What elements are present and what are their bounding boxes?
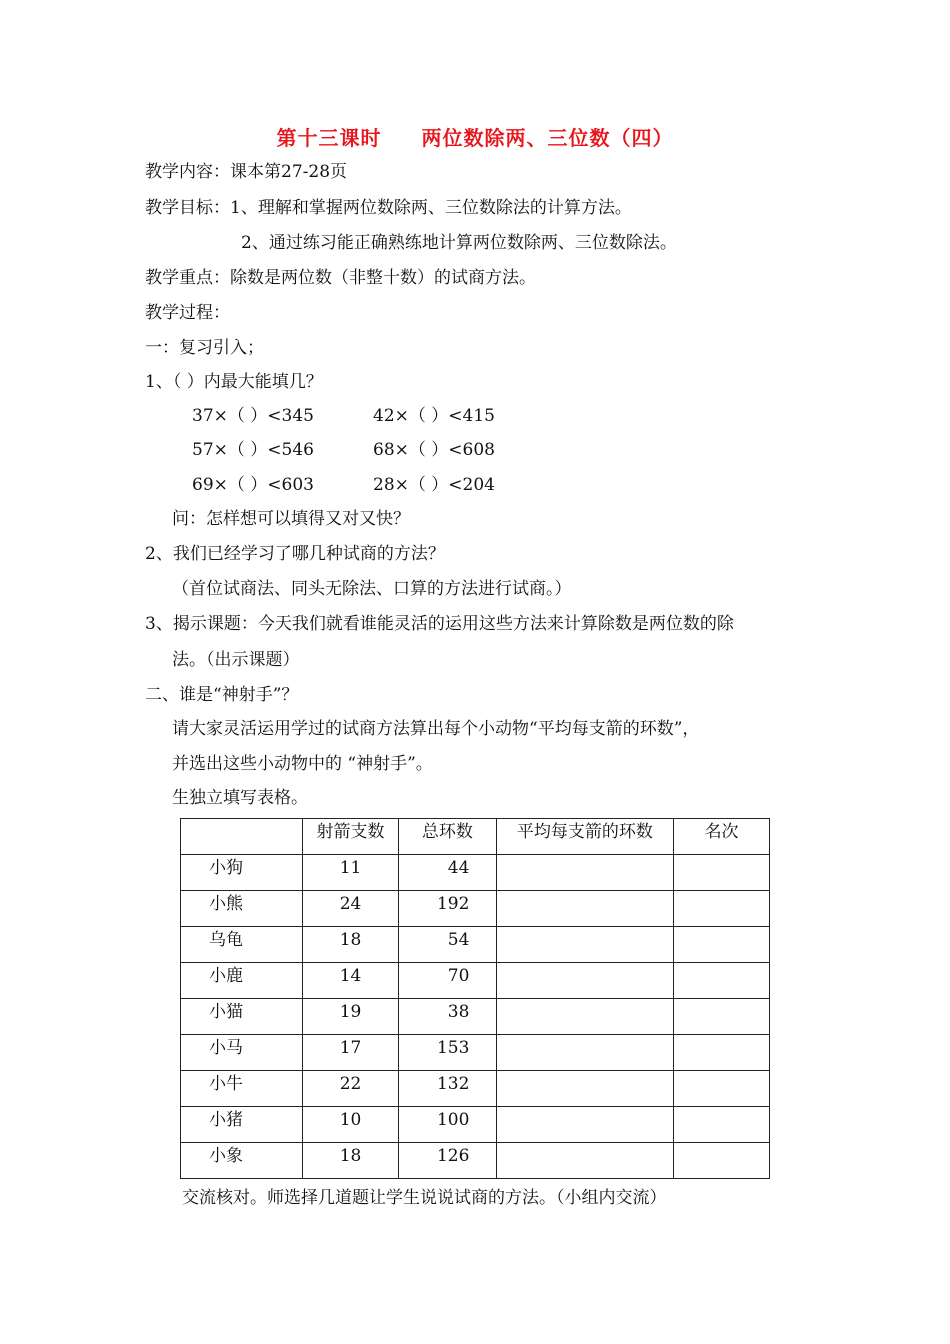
table-row [181,1071,770,1107]
rank-cell [674,1107,770,1143]
rank-cell [674,927,770,963]
animal-name: 小熊 [181,891,303,927]
footer-note: 交流核对。师选择几道题让学生说说试商的方法。（小组内交流） [182,1188,667,1208]
average-cell [496,1107,673,1143]
total-score: 126 [399,1143,497,1179]
table-header-cell: 平均每支箭的环数 [496,819,673,855]
total-score: 153 [399,1035,497,1071]
archery-table [180,818,770,1179]
exercise-left: 37×（ ）<345 [192,406,314,426]
average-cell [496,999,673,1035]
question-1: 1、（ ）内最大能填几？ [145,372,323,392]
animal-name: 小马 [181,1035,303,1071]
table-row [181,927,770,963]
arrow-count: 18 [302,1143,398,1179]
total-score: 132 [399,1071,497,1107]
rank-cell [674,999,770,1035]
average-cell [496,927,673,963]
average-cell [496,855,673,891]
table-header-cell: 名次 [674,819,770,855]
teaching-key-point: 教学重点：除数是两位数（非整十数）的试商方法。 [145,268,536,288]
rank-cell [674,1071,770,1107]
lesson-topic: 两位数除两、三位数（四） [421,126,674,150]
exercise-right: 68×（ ）<608 [373,440,495,460]
average-cell [496,1143,673,1179]
rank-cell [674,1035,770,1071]
rank-cell [674,1143,770,1179]
arrow-count: 24 [302,891,398,927]
exercise-left: 57×（ ）<546 [192,440,314,460]
animal-name: 乌龟 [181,927,303,963]
average-cell [496,891,673,927]
section-2-heading: 二、谁是“神射手”？ [145,685,299,705]
arrow-count: 10 [302,1107,398,1143]
arrow-count: 18 [302,927,398,963]
table-row [181,855,770,891]
question-3: 3、揭示课题：今天我们就看谁能灵活的运用这些方法来计算除数是两位数的除 [145,614,734,634]
rank-cell [674,855,770,891]
animal-name: 小猪 [181,1107,303,1143]
animal-name: 小象 [181,1143,303,1179]
teaching-process-heading: 教学过程： [145,303,230,323]
exercise-right: 42×（ ）<415 [373,406,495,426]
instruction-paragraph-1: 请大家灵活运用学过的试商方法算出每个小动物“平均每支箭的环数”， [172,719,700,739]
table-row [181,1107,770,1143]
instruction-paragraph-3: 生独立填写表格。 [172,788,308,808]
total-score: 54 [399,927,497,963]
table-row [181,891,770,927]
total-score: 38 [399,999,497,1035]
total-score: 70 [399,963,497,999]
rank-cell [674,891,770,927]
table-header-cell: 总环数 [399,819,497,855]
animal-name: 小鹿 [181,963,303,999]
teaching-content: 教学内容：课本第27-28页 [145,162,348,182]
table-header-row [181,819,770,855]
question-3-continued: 法。（出示课题） [172,650,300,670]
instruction-paragraph-2: 并选出这些小动物中的 “神射手”。 [172,754,433,774]
table-header-cell [181,819,303,855]
average-cell [496,1035,673,1071]
arrow-count: 22 [302,1071,398,1107]
total-score: 100 [399,1107,497,1143]
question-2-answer: （首位试商法、同头无除法、口算的方法进行试商。） [172,579,572,599]
rank-cell [674,963,770,999]
table-row [181,1035,770,1071]
table-row [181,963,770,999]
arrow-count: 19 [302,999,398,1035]
section-1-heading: 一：复习引入； [145,338,264,358]
question-1-ask: 问：怎样想可以填得又对又快？ [172,509,410,529]
question-2: 2、我们已经学习了哪几种试商的方法？ [145,544,445,564]
exercise-left: 69×（ ）<603 [192,475,314,495]
arrow-count: 17 [302,1035,398,1071]
animal-name: 小狗 [181,855,303,891]
exercise-right: 28×（ ）<204 [373,475,495,495]
total-score: 192 [399,891,497,927]
table-row [181,1143,770,1179]
teaching-goal-2: 2、通过练习能正确熟练地计算两位数除两、三位数除法。 [241,233,677,253]
animal-name: 小猫 [181,999,303,1035]
table-header-cell: 射箭支数 [302,819,398,855]
average-cell [496,963,673,999]
lesson-number: 第十三课时 [276,126,382,150]
table-row [181,999,770,1035]
lesson-title [0,122,950,151]
total-score: 44 [399,855,497,891]
teaching-goal-1: 教学目标：1、理解和掌握两位数除两、三位数除法的计算方法。 [145,198,632,218]
arrow-count: 14 [302,963,398,999]
animal-name: 小牛 [181,1071,303,1107]
arrow-count: 11 [302,855,398,891]
average-cell [496,1071,673,1107]
